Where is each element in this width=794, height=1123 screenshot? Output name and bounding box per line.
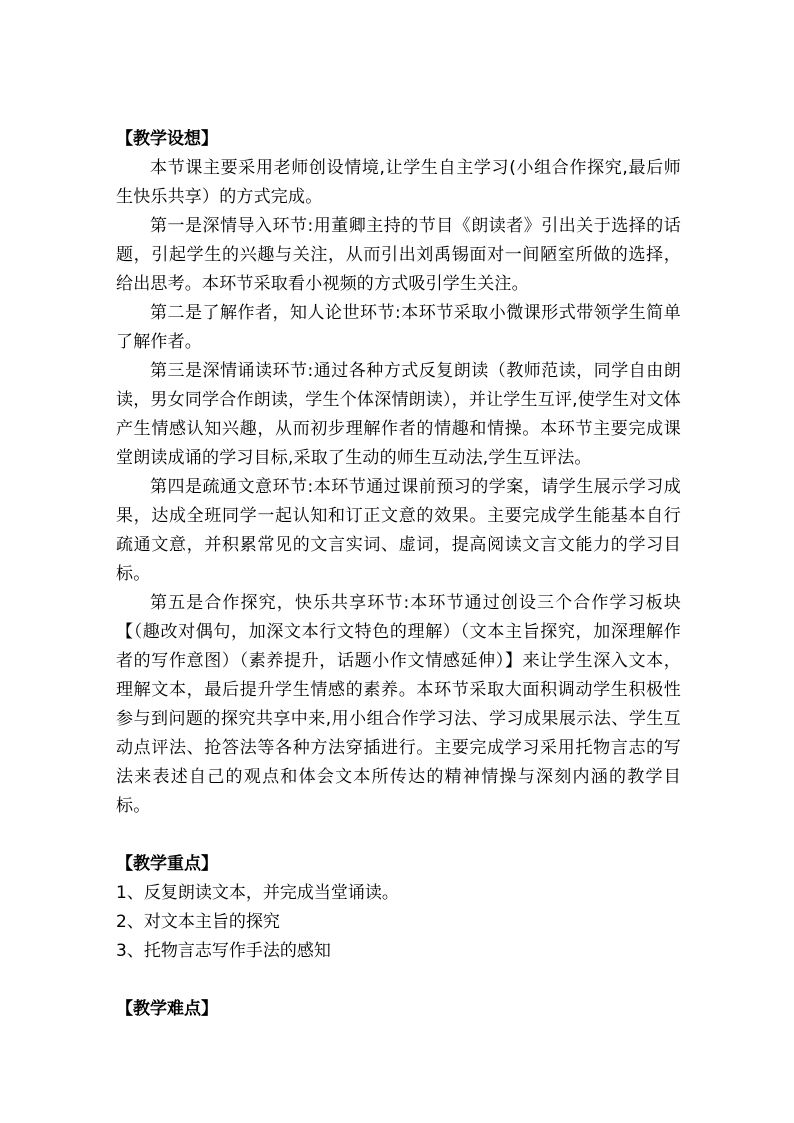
section-heading-difficulties: 【教学难点】 (116, 999, 218, 1019)
design-paragraph-step2: 第二是了解作者，知人论世环节:本环节采取小微课形式带领学生简单了解作者。 (116, 303, 681, 352)
key-point-item-2: 2、对文本主旨的探究 (116, 912, 280, 932)
design-paragraph-step1: 第一是深情导入环节:用董卿主持的节目《朗读者》引出关于选择的话题，引起学生的兴趣与关注，从而引出刘禹锡面对一间陋室所做的选择，给出思考。本环节采取看小视频的方式吸引学生关注。 (116, 216, 681, 294)
key-point-item-1: 1、反复朗读文本，并完成当堂诵读。 (116, 883, 399, 903)
section-spacer (116, 821, 681, 850)
section-heading-key-points: 【教学重点】 (116, 854, 218, 874)
section-spacer (116, 966, 681, 995)
design-paragraph-step4: 第四是疏通文意环节:本环节通过课前预习的学案，请学生展示学习成果，达成全班同学一起认知和订正文意的效果。主要完成学生能基本自行疏通文意，并积累常见的文言实词、虚词，提高阅读文言文能力的学习目标。 (116, 477, 681, 584)
design-paragraph-step3: 第三是深情诵读环节:通过各种方式反复朗读（教师范读，同学自由朗读，男女同学合作朗读，学生个体深情朗读），并让学生互评,使学生对文体产生情感认知兴趣，从而初步理解作者的情趣和情操。本环节主要完成课堂朗读成诵的学习目标,采取了生动的师生互动法,学生互评法。 (116, 361, 681, 468)
section-heading-design: 【教学设想】 (116, 129, 218, 149)
document-content (116, 125, 681, 1024)
key-point-item-3: 3、托物言志写作手法的感知 (116, 941, 331, 961)
design-paragraph-intro: 本节课主要采用老师创设情境,让学生自主学习(小组合作探究,最后师生快乐共享）的方式完成。 (116, 158, 681, 207)
design-paragraph-step5: 第五是合作探究，快乐共享环节:本环节通过创设三个合作学习板块【（趣改对偶句，加深文本行文特色的理解）（文本主旨探究，加深理解作者的写作意图）（素养提升，话题小作文情感延伸）】来让学生深入文本，理解文本，最后提升学生情感的素养。本环节采取大面积调动学生积极性参与到问题的探究共享中来,用小组合作学习法、学习成果展示法、学生互动点评法、抢答法等各种方法穿插进行。主要完成学习采用托物言志的写法来表述自己的观点和体会文本所传达的精神情操与深刻内涵的教学目标。 (116, 593, 681, 816)
